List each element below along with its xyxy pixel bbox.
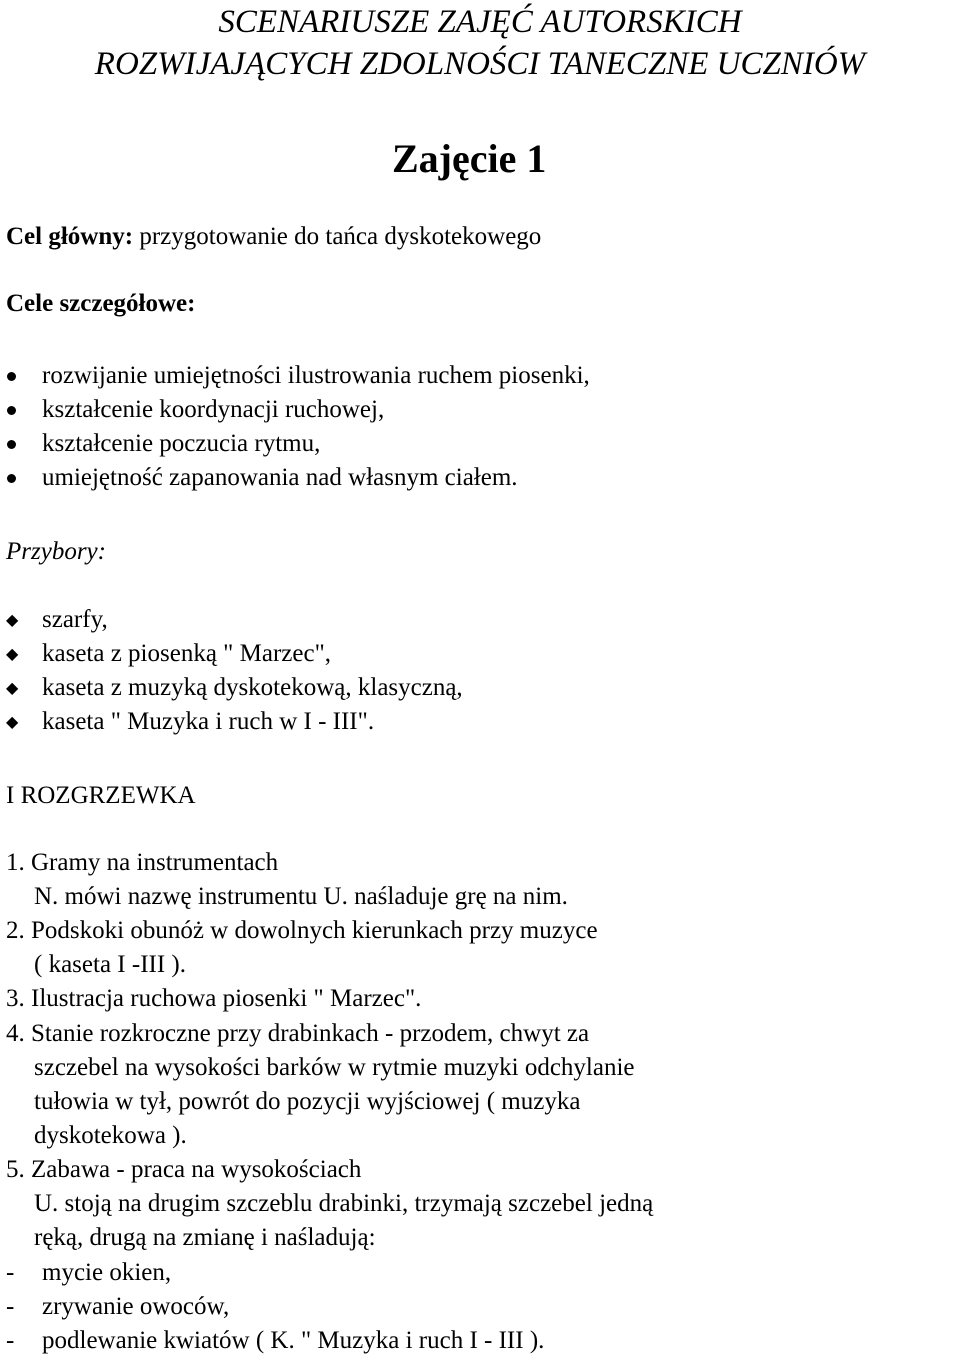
list-item: mycie okien,	[42, 1259, 172, 1286]
lesson-heading: Zajęcie 1	[392, 136, 547, 181]
diamond-bullet-icon: ◆	[6, 712, 19, 731]
list-item: kaseta z muzyką dyskotekową, klasyczną,	[42, 674, 463, 701]
bullet-dot-icon	[7, 372, 16, 381]
exercise-line: ręką, drugą na zmianę i naśladują:	[34, 1224, 376, 1251]
document-title-line-1: SCENARIUSZE ZAJĘĆ AUTORSKICH	[218, 4, 742, 40]
document-title-line-2: ROZWIJAJĄCYCH ZDOLNOŚCI TANECZNE UCZNIÓW	[94, 46, 866, 82]
exercise-line: 1. Gramy na instrumentach	[6, 849, 279, 876]
exercise-line: 4. Stanie rozkroczne przy drabinkach - przodem, chwyt za	[6, 1020, 590, 1047]
exercise-line: tułowia w tył, powrót do pozycji wyjściowej ( muzyka	[34, 1088, 581, 1115]
diamond-bullet-icon: ◆	[6, 644, 19, 663]
section-heading: I ROZGRZEWKA	[6, 782, 196, 809]
dash-bullet-icon: -	[6, 1293, 15, 1320]
list-item: kształcenie koordynacji ruchowej,	[42, 396, 385, 423]
list-item: kaseta " Muzyka i ruch w I - III".	[42, 708, 375, 735]
equipment-label: Przybory:	[6, 538, 106, 565]
diamond-bullet-icon: ◆	[6, 678, 19, 697]
exercise-line: dyskotekowa ).	[34, 1122, 187, 1149]
exercise-line: 5. Zabawa - praca na wysokościach	[6, 1156, 362, 1183]
main-goal-text: przygotowanie do tańca dyskotekowego	[133, 223, 542, 250]
list-item: zrywanie owoców,	[42, 1293, 230, 1320]
diamond-bullet-icon: ◆	[6, 610, 19, 629]
list-item: kształcenie poczucia rytmu,	[42, 430, 321, 457]
bullet-dot-icon	[7, 474, 16, 483]
specific-goals-label: Cele szczegółowe:	[6, 290, 196, 317]
list-item: kaseta z piosenką " Marzec",	[42, 640, 332, 667]
exercise-line: ( kaseta I -III ).	[34, 951, 186, 978]
list-item: umiejętność zapanowania nad własnym ciałem.	[42, 464, 518, 491]
list-item: szarfy,	[42, 606, 108, 633]
exercise-line: 2. Podskoki obunóż w dowolnych kierunkach przy muzyce	[6, 917, 598, 944]
exercise-line: szczebel na wysokości barków w rytmie muzyki odchylanie	[34, 1054, 635, 1081]
list-item: rozwijanie umiejętności ilustrowania ruchem piosenki,	[42, 362, 590, 389]
bullet-dot-icon	[7, 440, 16, 449]
exercise-line: N. mówi nazwę instrumentu U. naśladuje grę na nim.	[34, 883, 568, 910]
bullet-dot-icon	[7, 406, 16, 415]
list-item: podlewanie kwiatów ( K. " Muzyka i ruch I - III ).	[42, 1327, 545, 1354]
dash-bullet-icon: -	[6, 1327, 15, 1354]
exercise-line: U. stoją na drugim szczeblu drabinki, trzymają szczebel jedną	[34, 1190, 654, 1217]
main-goal-label: Cel główny:	[6, 223, 134, 250]
dash-bullet-icon: -	[6, 1259, 15, 1286]
main-goal	[6, 220, 541, 254]
exercise-line: 3. Ilustracja ruchowa piosenki " Marzec".	[6, 985, 422, 1012]
